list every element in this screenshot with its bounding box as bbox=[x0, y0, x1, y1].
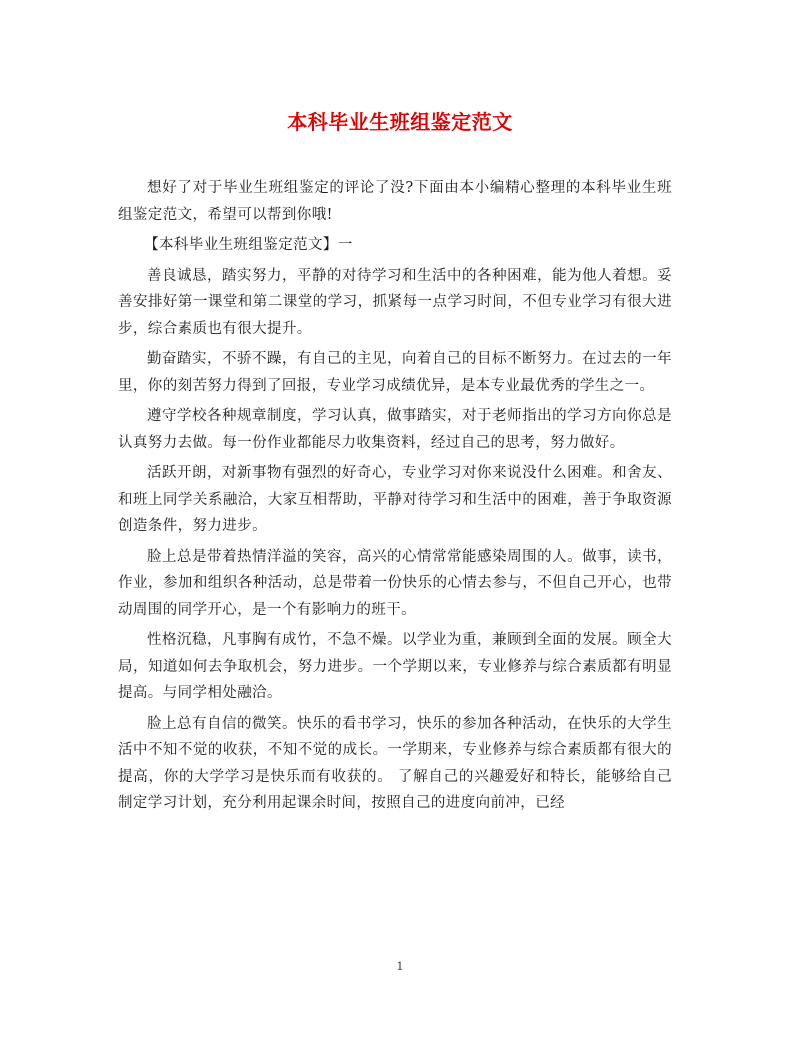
document-body bbox=[118, 175, 672, 821]
page-number: 1 bbox=[396, 960, 404, 973]
paragraph: 活跃开朗，对新事物有强烈的好奇心，专业学习对你来说没什么困难。和舍友、和班上同学关系融洽，大家互相帮助，平静对待学习和生活中的困难，善于争取资源创造条件，努力进步。 bbox=[118, 465, 672, 534]
section-heading: 【本科毕业生班组鉴定范文】一 bbox=[144, 237, 353, 253]
paragraph: 性格沉稳，凡事胸有成竹，不急不燥。以学业为重，兼顾到全面的发展。顾全大局，知道如何去争取机会，努力进步。一个学期以来，专业修养与综合素质都有明显提高。与同学相处融洽。 bbox=[118, 632, 672, 701]
paragraph: 脸上总有自信的微笑。快乐的看书学习，快乐的参加各种活动，在快乐的大学生活中不知不觉的收获，不知不觉的成长。一学期来，专业修养与综合素质都有很大的提高，你的大学学习是快乐而有收获的。 了解自己的兴趣爱好和特长，能够给自己制定学习计划，充分利用起课余时间，按照自己的进度向前冲，已经 bbox=[118, 715, 672, 811]
paragraph: 脸上总是带着热情洋溢的笑容，高兴的心情常常能感染周围的人。做事，读书，作业，参加和组织各种活动，总是带着一份快乐的心情去参与，不但自己开心，也带动周围的同学开心，是一个有影响力的班干。 bbox=[118, 548, 672, 618]
paragraph: 善良诚恳，踏实努力，平静的对待学习和生活中的各种困难，能为他人着想。妥善安排好第一课堂和第二课堂的学习，抓紧每一点学习时间，不但专业学习有很大进步，综合素质也有很大提升。 bbox=[118, 267, 672, 337]
document-title: 本科毕业生班组鉴定范文 bbox=[287, 110, 513, 134]
paragraph-intro: 想好了对于毕业生班组鉴定的评论了没?下面由本小编精心整理的本科毕业生班组鉴定范文，希望可以帮到你哦! bbox=[118, 180, 672, 223]
paragraph: 勤奋踏实，不骄不躁，有自己的主见，向着自己的目标不断努力。在过去的一年里，你的刻苦努力得到了回报，专业学习成绩优异，是本专业最优秀的学生之一。 bbox=[118, 351, 672, 394]
paragraph: 遵守学校各种规章制度，学习认真，做事踏实，对于老师指出的学习方向你总是认真努力去做。每一份作业都能尽力收集资料，经过自己的思考，努力做好。 bbox=[118, 408, 672, 451]
